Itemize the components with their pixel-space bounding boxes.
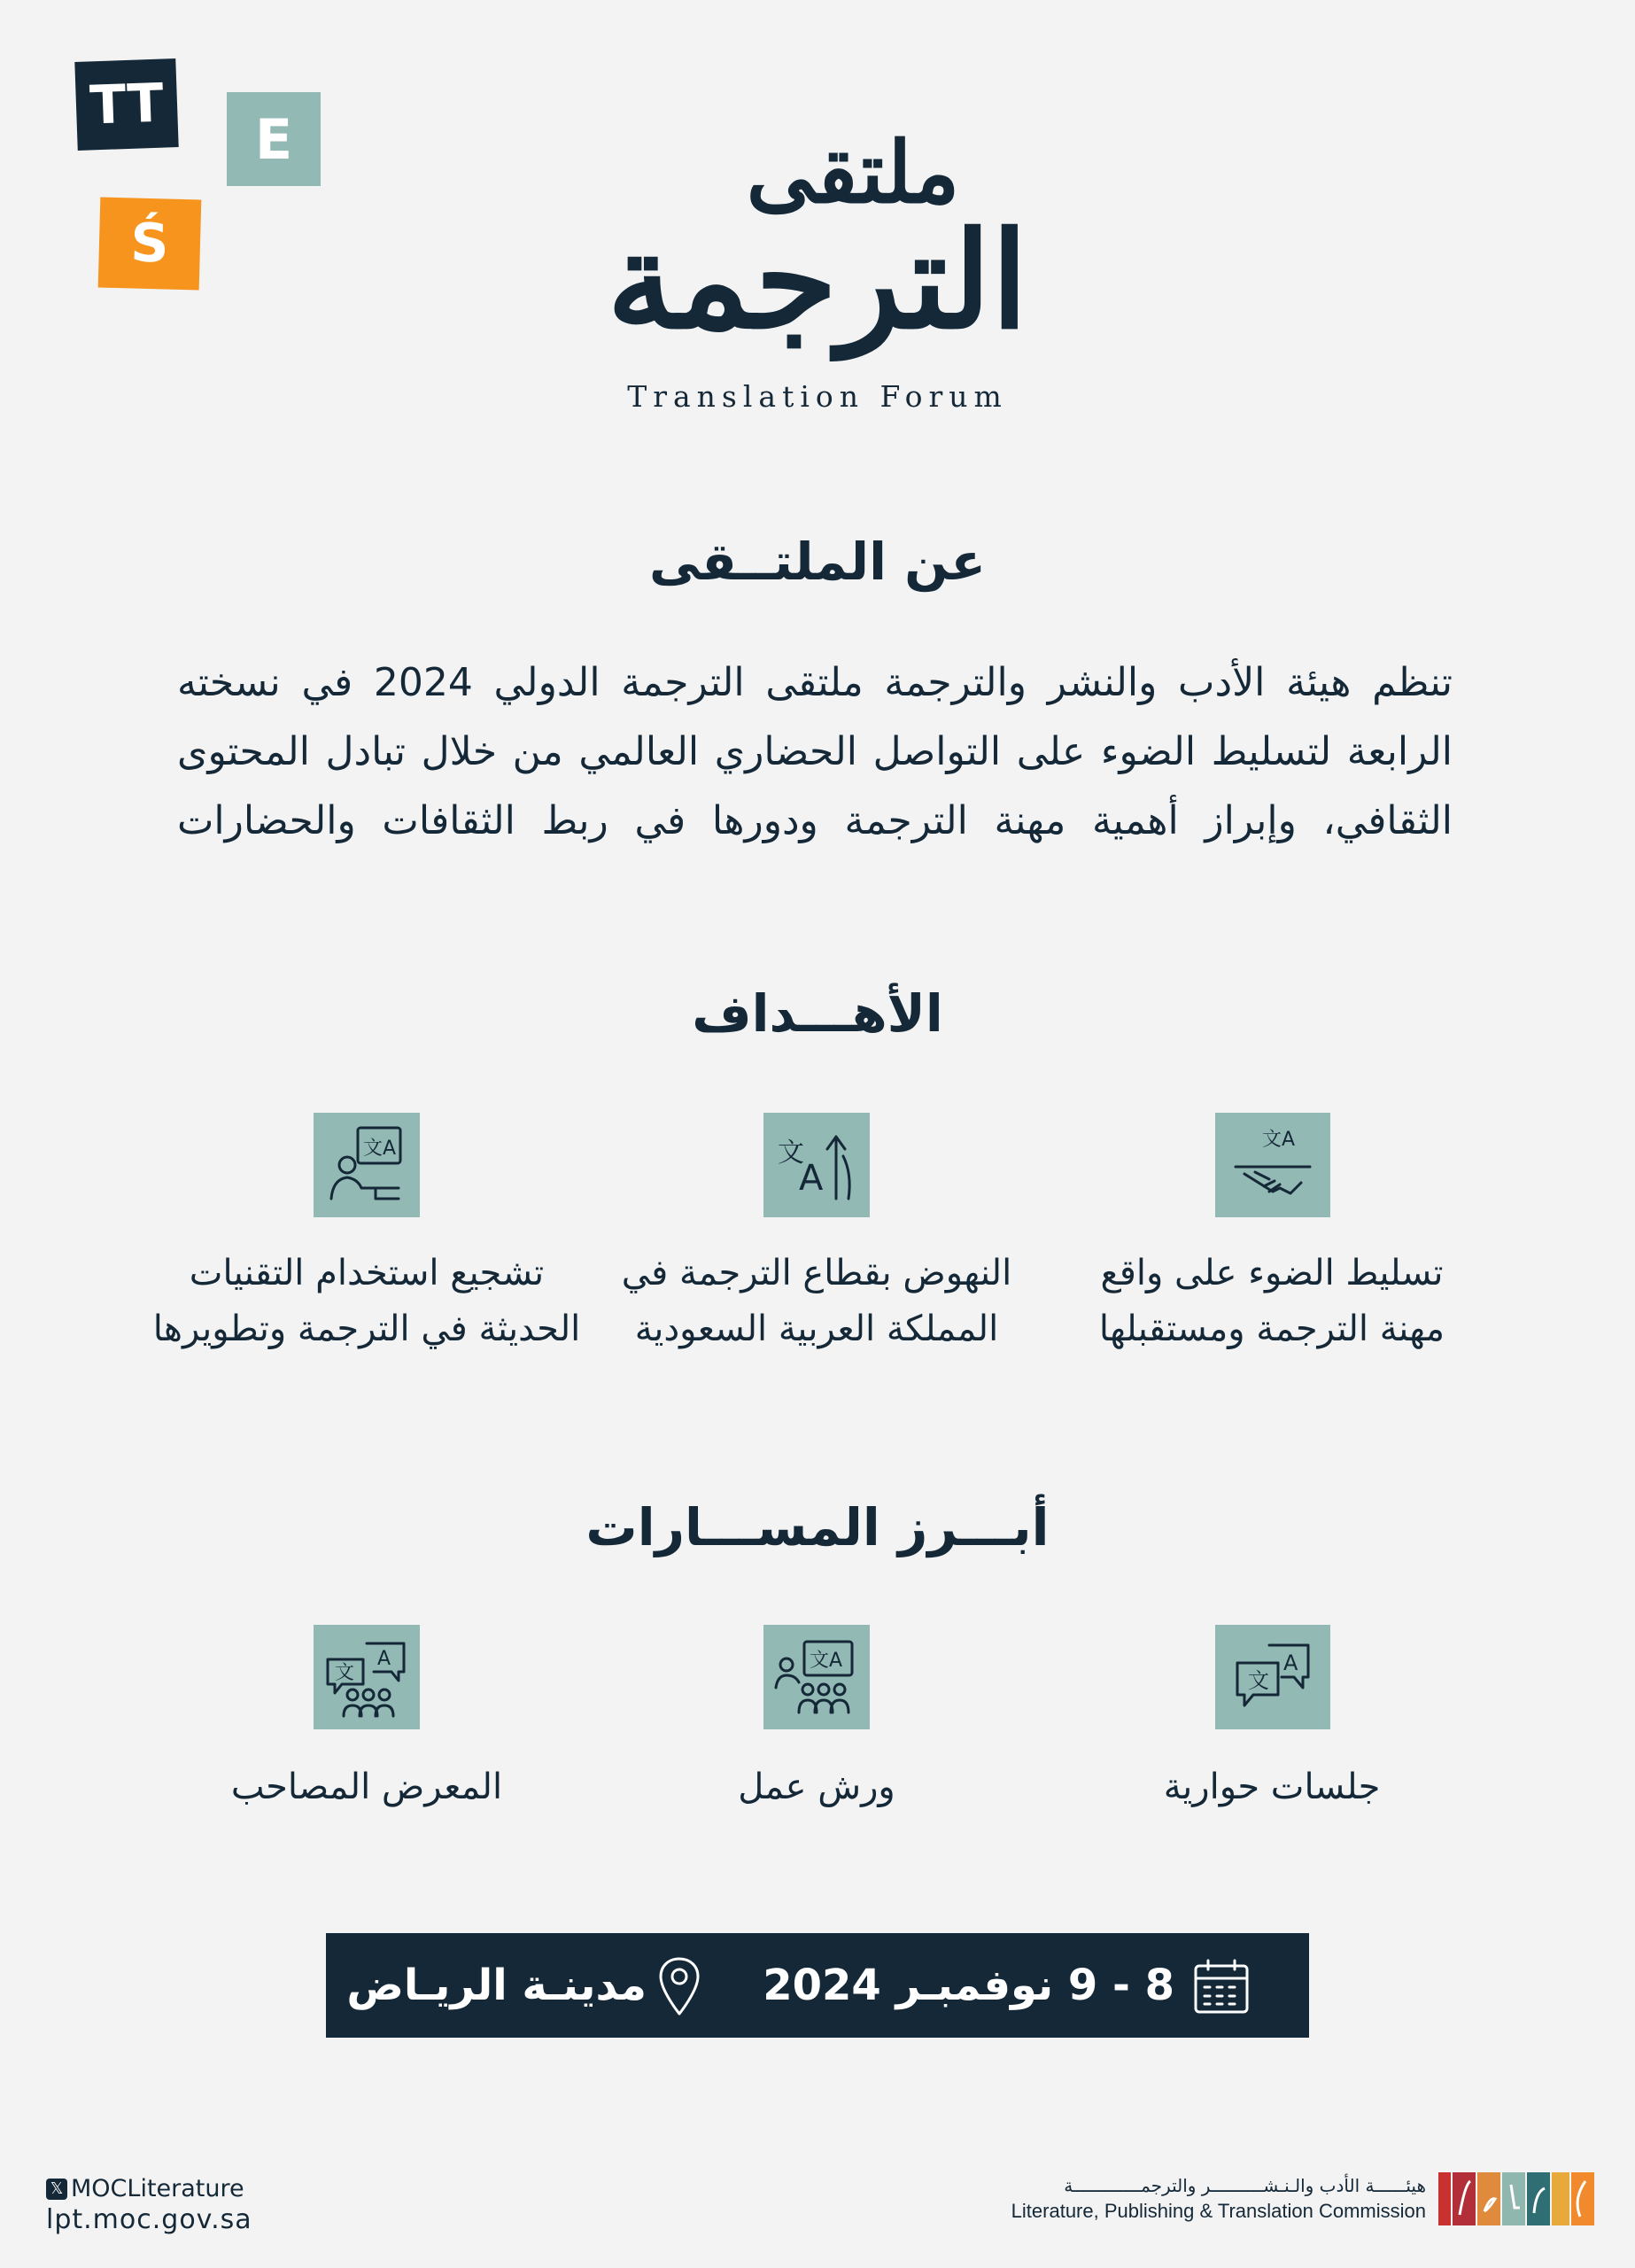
- logo-title-line2: الترجمة: [607, 203, 1028, 359]
- svg-text:文A: 文A: [363, 1138, 397, 1160]
- about-heading: عن الملتــقى: [649, 532, 986, 592]
- goal-label-3-line1: تشجيع استخدام التقنيات: [189, 1253, 545, 1293]
- handshake-translate-icon: [1215, 1113, 1330, 1217]
- svg-text:文A: 文A: [1262, 1129, 1296, 1151]
- person-laptop-translate-icon: [314, 1113, 420, 1217]
- track-label-1: جلسات حوارية: [1163, 1767, 1381, 1807]
- event-location: مدينـة الريـاض: [346, 1961, 647, 2010]
- goal-label-2: [586, 1246, 1047, 1357]
- event-date: 8 - 9 نوفمبـر 2024: [763, 1961, 1174, 2010]
- event-info-bar: [326, 1933, 1309, 2038]
- website-link[interactable]: lpt.moc.gov.sa: [46, 2204, 252, 2235]
- goal-label-2-line2: المملكة العربية السعودية: [634, 1309, 999, 1349]
- svg-text:A: A: [799, 1158, 824, 1199]
- goal-label-2-line1: النهوض بقطاع الترجمة في: [621, 1253, 1012, 1293]
- svg-text:文: 文: [1248, 1668, 1269, 1693]
- commission-logo-icon: [1438, 2172, 1594, 2225]
- commission-name-ar: هيئــــــة الأدب والـنـشــــــــــر والترجمـــــــــــــة: [1064, 2175, 1426, 2196]
- svg-text:文: 文: [335, 1662, 355, 1684]
- logo-title-line1: ملتقى: [746, 122, 960, 222]
- svg-text:文A: 文A: [810, 1650, 843, 1672]
- goal-label-1: [1042, 1246, 1502, 1357]
- track-label-3: المعرض المصاحب: [230, 1767, 503, 1807]
- location-pin-icon: [657, 1955, 701, 2017]
- about-paragraph: [177, 649, 1453, 856]
- track-label-2: ورش عمل: [738, 1767, 895, 1807]
- about-line-1: تنظم هيئة الأدب والنشر والترجمة ملتقى الترجمة الدولي 2024 في نسخته: [177, 660, 1453, 705]
- goal-label-3: [136, 1246, 597, 1357]
- translate-growth-icon: [763, 1113, 870, 1217]
- svg-text:A: A: [1283, 1651, 1298, 1675]
- logo-subtitle: Translation Forum: [627, 379, 1008, 414]
- svg-text:文: 文: [778, 1138, 804, 1169]
- goal-label-1-line2: مهنة الترجمة ومستقبلها: [1098, 1309, 1445, 1349]
- chat-bubbles-translate-icon: [1215, 1625, 1330, 1729]
- goal-label-1-line1: تسليط الضوء على واقع: [1100, 1253, 1444, 1293]
- goals-heading: الأهـــداف: [692, 983, 943, 1044]
- social-handle-row: [46, 2174, 244, 2202]
- exhibition-group-icon: [314, 1625, 420, 1729]
- goal-label-3-line2: الحديثة في الترجمة وتطويرها: [152, 1309, 581, 1349]
- calendar-icon: [1192, 1957, 1251, 2016]
- logo-tile-e-text: E: [254, 106, 293, 172]
- logo-tile-tt-text: TT: [89, 72, 165, 137]
- commission-name-en: Literature, Publishing & Translation Commission: [1011, 2200, 1426, 2222]
- x-social-icon: 𝕏: [46, 2179, 67, 2200]
- tracks-heading: أبـــرز المســـارات: [585, 1497, 1050, 1557]
- workshop-group-icon: [763, 1625, 870, 1729]
- social-handle[interactable]: MOCLiterature: [71, 2175, 244, 2202]
- svg-text:A: A: [377, 1648, 391, 1670]
- about-line-3: الثقافي، وإبراز أهمية مهنة الترجمة ودورها في ربط الثقافات والحضارات: [177, 798, 1453, 843]
- about-line-2: الرابعة لتسليط الضوء على التواصل الحضاري العالمي من خلال تبادل المحتوى: [177, 729, 1453, 774]
- logo-tile-s-text: Ś: [129, 212, 170, 276]
